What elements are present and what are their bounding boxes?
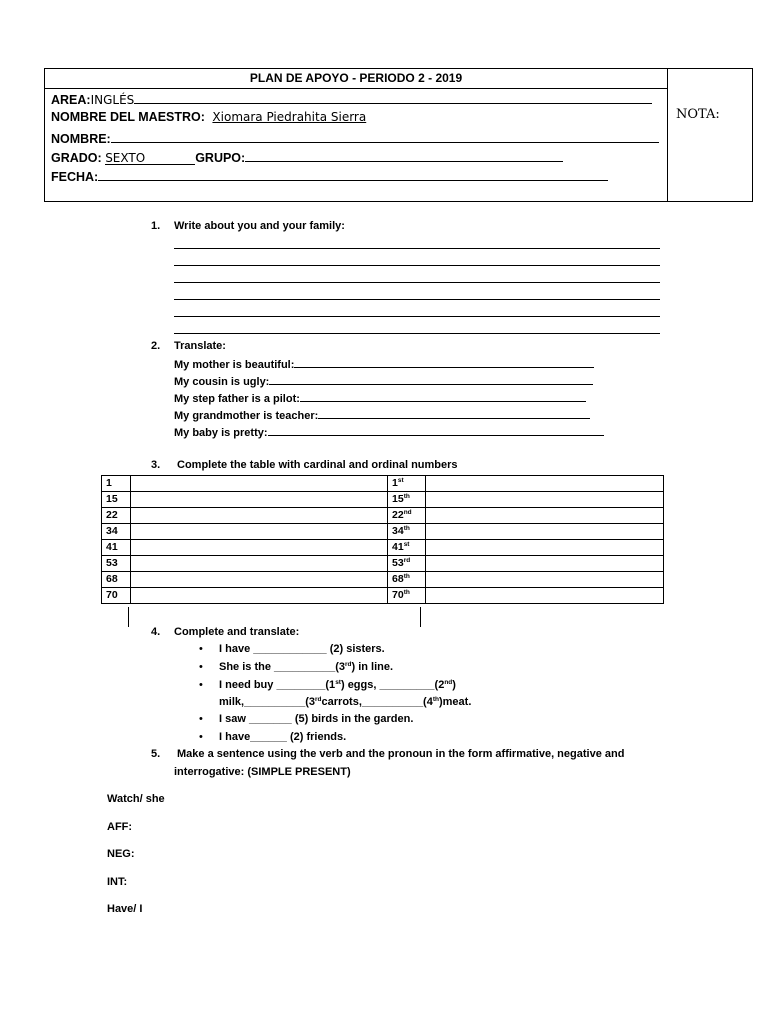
answer-line: [174, 299, 660, 300]
ordinal-answer-cell: [426, 476, 664, 492]
q5-text-line-2: interrogative: (SIMPLE PRESENT): [174, 766, 351, 778]
ordinal-cell: [388, 476, 426, 492]
answer-line: [174, 265, 660, 266]
ordinal-number: 1: [392, 477, 398, 489]
int-label: INT:: [107, 876, 128, 888]
grade-label: GRADO:: [51, 151, 102, 165]
q1-text: Write about you and your family:: [174, 220, 345, 232]
grade-line: [51, 149, 563, 165]
cardinal-answer-cell: [131, 588, 388, 604]
date-line: [51, 168, 608, 184]
q4-item-2: [219, 661, 393, 673]
translate-item-text: My grandmother is teacher:: [174, 410, 319, 422]
ordinal-answer-cell: [426, 508, 664, 524]
translate-item-text: My cousin is ugly:: [174, 376, 270, 388]
nota-label: NOTA:: [676, 107, 720, 122]
ordinal-suffix: th: [403, 589, 410, 596]
translate-item-text: My baby is pretty:: [174, 427, 268, 439]
area-label: AREA:: [51, 93, 91, 107]
ordinal-suffix: nd: [444, 679, 453, 686]
name-label: NOMBRE:: [51, 132, 111, 146]
header-box: [44, 68, 753, 202]
cardinal-number: 70: [106, 589, 118, 601]
bullet-icon: •: [199, 661, 203, 673]
q2-number: 2.: [151, 340, 161, 352]
answer-line: [174, 316, 660, 317]
ordinal-suffix: th: [432, 696, 439, 703]
q1-number: 1.: [151, 220, 161, 232]
cardinal-number: 15: [106, 493, 118, 505]
table-row: [102, 572, 664, 588]
table-row: [102, 540, 664, 556]
translate-fill-line: [294, 357, 594, 368]
header-info: [45, 69, 668, 201]
ordinal-cell: [388, 508, 426, 524]
ordinal-number: 22: [392, 509, 404, 521]
q4-item-3-text: carrots,__________(4: [321, 696, 433, 708]
cardinal-answer-cell: [131, 572, 388, 588]
ordinal-suffix: rd: [344, 661, 352, 668]
translate-item: [174, 357, 594, 371]
cardinal-number: 34: [106, 525, 118, 537]
cardinal-number: 1: [106, 477, 112, 489]
cardinal-cell: [102, 508, 131, 524]
cardinal-cell: [102, 492, 131, 508]
cardinal-number: 41: [106, 541, 118, 553]
worksheet-title: PLAN DE APOYO - PERIODO 2 - 2019: [45, 69, 667, 89]
ordinal-cell: [388, 524, 426, 540]
q4-item-3-text: milk,__________(3: [219, 696, 316, 708]
cardinal-answer-cell: [131, 476, 388, 492]
cardinal-number: 22: [106, 509, 118, 521]
q3-number: 3.: [151, 459, 161, 471]
cardinal-cell: [102, 540, 131, 556]
cardinal-answer-cell: [131, 524, 388, 540]
cardinal-cell: [102, 556, 131, 572]
translate-fill-line: [318, 408, 590, 419]
ordinal-suffix: th: [403, 493, 410, 500]
ordinal-answer-cell: [426, 556, 664, 572]
ordinal-answer-cell: [426, 588, 664, 604]
q4-item-3: [219, 679, 456, 691]
q4-item-3-continued: [219, 696, 471, 708]
group-label: GRUPO:: [195, 151, 246, 165]
cardinal-cell: [102, 524, 131, 540]
cardinal-answer-cell: [131, 540, 388, 556]
ordinal-cell: [388, 588, 426, 604]
cardinal-cell: [102, 476, 131, 492]
q5-text-line-1: Make a sentence using the verb and the pronoun in the form affirmative, negative and: [177, 748, 625, 760]
ordinal-answer-cell: [426, 524, 664, 540]
q3-text: Complete the table with cardinal and ordinal numbers: [177, 459, 458, 471]
q4-item-4: I saw _______ (5) birds in the garden.: [219, 713, 414, 725]
translate-fill-line: [300, 391, 586, 402]
table-tail-line: [128, 607, 129, 627]
area-line: [51, 91, 652, 107]
teacher-label: NOMBRE DEL MAESTRO:: [51, 110, 205, 124]
translate-fill-line: [269, 374, 593, 385]
name-line: [51, 130, 659, 146]
table-tail-line: [420, 607, 421, 627]
q4-item-3-text: ) eggs, _________(2: [340, 679, 445, 691]
cardinal-answer-cell: [131, 508, 388, 524]
translate-fill-line: [268, 425, 604, 436]
translate-item: [174, 374, 593, 388]
ordinal-number: 68: [392, 573, 404, 585]
ordinal-suffix: nd: [403, 509, 412, 516]
ordinal-number: 70: [392, 589, 404, 601]
area-value: INGLÉS: [90, 93, 135, 107]
ordinal-suffix: rd: [403, 557, 411, 564]
aff-label: AFF:: [107, 821, 133, 833]
cardinal-cell: [102, 588, 131, 604]
table-row: [102, 588, 664, 604]
q4-number: 4.: [151, 626, 161, 638]
cardinal-cell: [102, 572, 131, 588]
q4-title: Complete and translate:: [174, 626, 300, 638]
date-label: FECHA:: [51, 170, 99, 184]
q5-number: 5.: [151, 748, 161, 760]
answer-line: [174, 333, 660, 334]
table-row: [102, 476, 664, 492]
ordinal-suffix: st: [335, 679, 341, 686]
cardinal-answer-cell: [131, 492, 388, 508]
teacher-value: Xiomara Piedrahita Sierra: [212, 110, 367, 124]
name-fill-line: [111, 130, 659, 143]
ordinal-number: 41: [392, 541, 404, 553]
table-row: [102, 492, 664, 508]
translate-item-text: My step father is a pilot:: [174, 393, 300, 405]
table-row: [102, 556, 664, 572]
area-fill-line: [134, 91, 652, 104]
translate-item: [174, 391, 586, 405]
bullet-icon: •: [199, 731, 203, 743]
q4-item-5: I have______ (2) friends.: [219, 731, 347, 743]
ordinal-answer-cell: [426, 572, 664, 588]
ordinal-answer-cell: [426, 540, 664, 556]
bullet-icon: •: [199, 643, 203, 655]
ordinal-number: 53: [392, 557, 404, 569]
group-fill-line: [245, 149, 563, 162]
ordinal-suffix: st: [403, 541, 410, 548]
grade-value: SEXTO: [105, 151, 195, 165]
q2-title: Translate:: [174, 340, 226, 352]
q4-item-3-text: I need buy ________(1: [219, 679, 336, 691]
verb-pronoun-watch: Watch/ she: [107, 793, 165, 805]
cardinal-answer-cell: [131, 556, 388, 572]
q4-item-3-text: ): [452, 679, 456, 691]
ordinal-answer-cell: [426, 492, 664, 508]
q4-item-2-text: She is the __________(3: [219, 661, 345, 673]
number-table: [101, 475, 664, 604]
answer-line: [174, 248, 660, 249]
q4-item-2-text: ) in line.: [351, 661, 394, 673]
date-fill-line: [98, 168, 608, 181]
table-row: [102, 524, 664, 540]
teacher-line: [51, 110, 366, 124]
ordinal-cell: [388, 572, 426, 588]
q4-item-3-text: )meat.: [438, 696, 472, 708]
neg-label: NEG:: [107, 848, 135, 860]
ordinal-cell: [388, 540, 426, 556]
translate-item: [174, 408, 590, 422]
ordinal-suffix: th: [403, 525, 410, 532]
verb-pronoun-have: Have/ I: [107, 903, 143, 915]
ordinal-number: 34: [392, 525, 404, 537]
cardinal-number: 68: [106, 573, 118, 585]
bullet-icon: •: [199, 679, 203, 691]
answer-line: [174, 282, 660, 283]
ordinal-number: 15: [392, 493, 404, 505]
translate-item: [174, 425, 604, 439]
cardinal-number: 53: [106, 557, 118, 569]
ordinal-cell: [388, 556, 426, 572]
bullet-icon: •: [199, 713, 203, 725]
ordinal-suffix: th: [403, 573, 410, 580]
ordinal-suffix: st: [397, 477, 404, 484]
table-row: [102, 508, 664, 524]
q4-item-1: I have ____________ (2) sisters.: [219, 643, 385, 655]
ordinal-cell: [388, 492, 426, 508]
ordinal-suffix: rd: [315, 696, 322, 703]
translate-item-text: My mother is beautiful:: [174, 359, 295, 371]
